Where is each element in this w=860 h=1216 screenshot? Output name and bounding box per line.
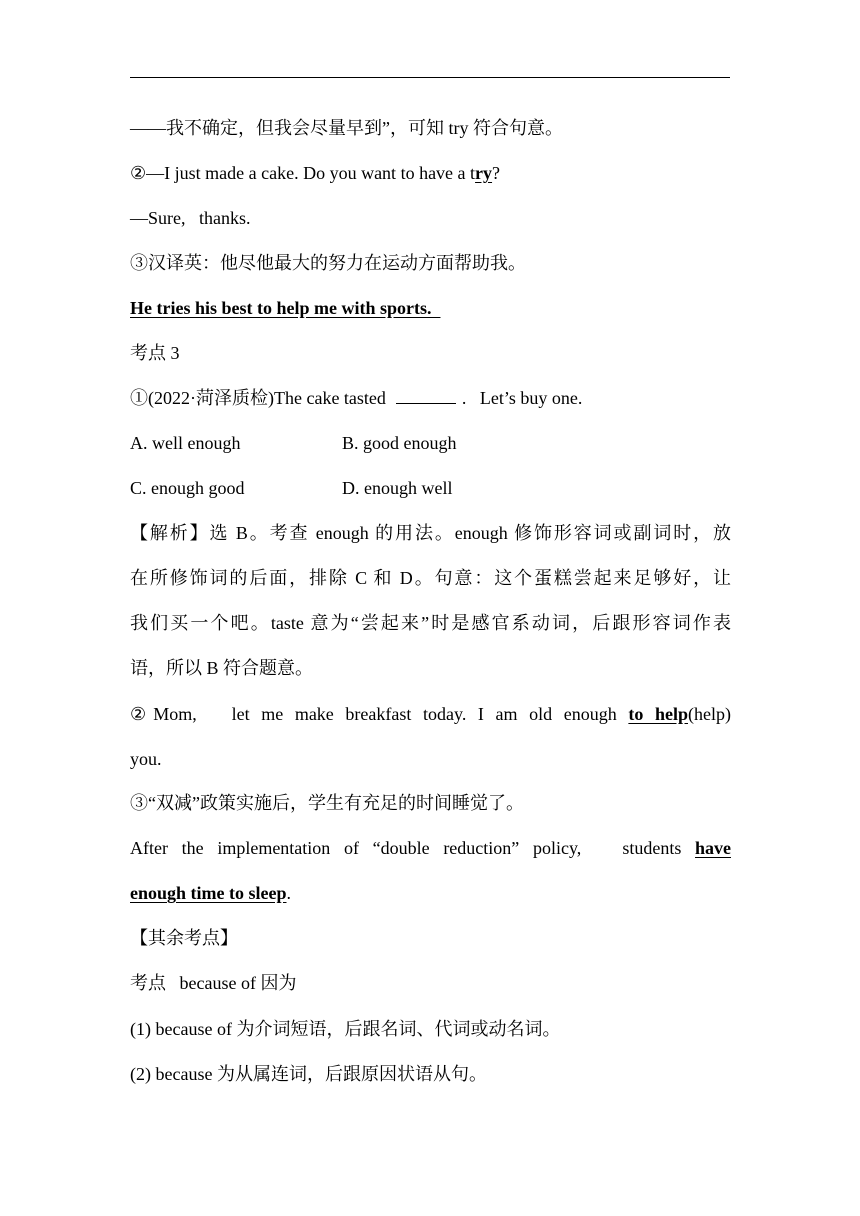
question-3-text: After the implementation of “double reduction” policy, students [130,838,695,858]
text-line-3: —Sure, thanks. [130,208,251,228]
section-other-points: 【其余考点】 [130,928,238,948]
text-line-4: ③汉译英：他尽他最大的努力在运动方面帮助我。 [130,253,526,273]
point-2: (2) because 为从属连词，后跟原因状语从句。 [130,1064,487,1084]
answer-have: have [695,838,731,858]
question-1-tail: . Let’s buy one. [461,388,583,408]
answer-ry: ry [475,163,493,183]
options-row-1 [130,431,731,455]
question-2-line-1 [130,702,731,726]
analysis-line-2: 在所修饰词的后面，排除 C 和 D。句意：这个蛋糕尝起来足够好，让 [130,568,731,588]
answer-enough-time: enough time to sleep [130,883,287,903]
question-3-line-1 [130,836,731,860]
answer-translation: He tries his best to help me with sports. [130,298,441,318]
option-d: D. enough well [342,478,453,498]
point-1: (1) because of 为介词短语，后跟名词、代词或动名词。 [130,1019,561,1039]
option-a: A. well enough [130,433,241,453]
question-1-text: ①(2022·菏泽质检)The cake tasted [130,388,386,408]
analysis-line-3: 我们买一个吧。taste 意为“尝起来”时是感官系动词，后跟形容词作表 [130,613,731,633]
header-rule [130,77,730,78]
question-1 [130,386,731,410]
section-heading-3: 考点 3 [130,343,180,363]
question-2-line-2: you. [130,749,162,769]
analysis-line-4: 语，所以 B 符合题意。 [130,658,314,678]
options-row-2 [130,476,731,500]
answer-blank [396,387,456,404]
question-3-line-2 [130,881,731,905]
question-2-hint: (help) [688,704,731,724]
q2-punct: ? [492,163,501,183]
answer-to-help: to help [628,704,688,724]
question-3-prompt: ③“双减”政策实施后，学生有充足的时间睡觉了。 [130,793,524,813]
q2-text: ②—I just made a cake. Do you want to have a t [130,163,476,183]
option-c: C. enough good [130,478,245,498]
question-2-text: ②Mom, let me make breakfast today. I am old enough [130,704,629,724]
option-b: B. good enough [342,433,457,453]
point-because-of: 考点 because of 因为 [130,973,297,993]
question-3-punct: . [286,883,291,903]
text-line-1: ——我不确定，但我会尽量早到”，可知 try 符合句意。 [130,118,563,138]
text-line-2 [130,161,731,185]
analysis-line-1: 【解析】选 B。考查 enough 的用法。enough 修饰形容词或副词时，放 [130,523,731,543]
